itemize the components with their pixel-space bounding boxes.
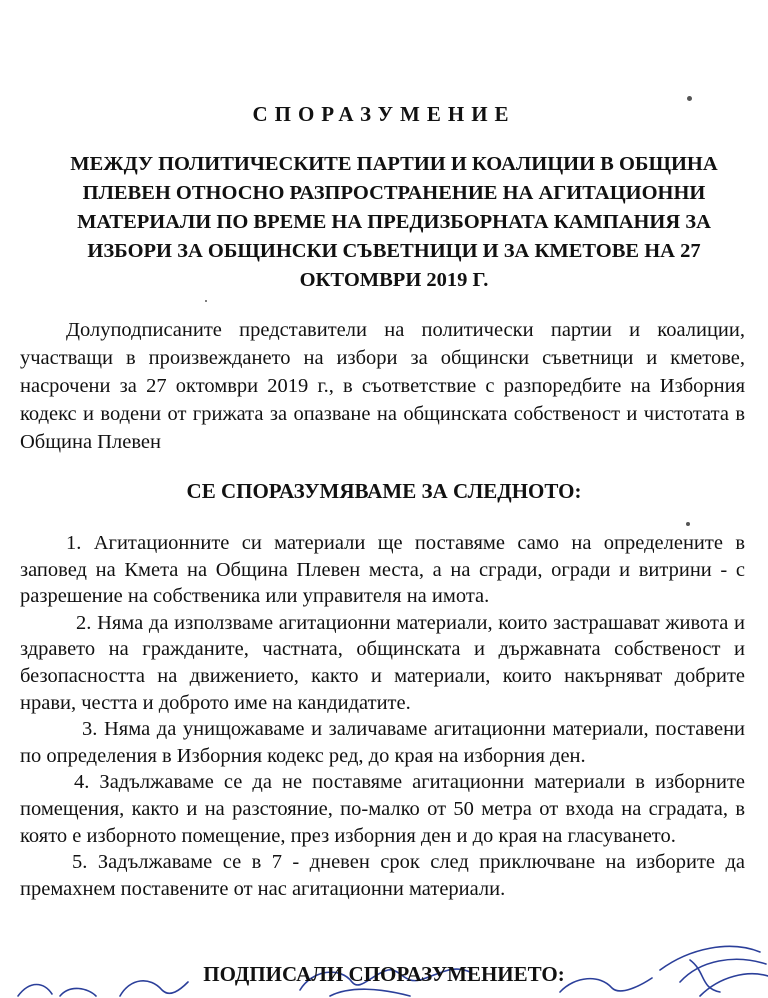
item-text: Няма да унищожаваме и заличаваме агитационни материали, поставени по определения в Изборния кодекс ред, до края на изборния ден.: [20, 718, 746, 767]
agreement-item: [20, 610, 745, 716]
agreement-item: [20, 849, 745, 902]
scan-speck: [686, 522, 690, 526]
intro-text: Долуподписаните представители на политически партии и коалиции, участващи в произвеждането на избори за общински съветници и кметове, насрочени за 27 октомври 2019 г., в съответствие с разпоредбите на Изборния кодекс и водени от грижата за опазване на общинската собственост и чистотата в Община Плевен: [20, 319, 745, 453]
item-number: 3.: [82, 718, 98, 741]
signature-stroke: [330, 989, 410, 996]
agreement-item: [20, 769, 745, 849]
scan-speck: [687, 96, 692, 101]
item-text: Задължаваме се да не поставяме агитационни материали в изборните помещения, както и на разстояние, по-малко от 50 метра от входа на сградата, в която е изборното помещение, през изборния ден и до края на гласуването.: [20, 771, 746, 847]
intro-paragraph: [20, 316, 745, 456]
item-number: 2.: [76, 611, 92, 634]
item-number: 4.: [74, 771, 90, 794]
document-subtitle: МЕЖДУ ПОЛИТИЧЕСКИТЕ ПАРТИИ И КОАЛИЦИИ В ОБЩИНА ПЛЕВЕН ОТНОСНО РАЗПРОСТРАНЕНИЕ НА АГИТАЦИОННИ МАТЕРИАЛИ ПО ВРЕМЕ НА ПРЕДИЗБОРНАТА КАМПАНИЯ ЗА ИЗБОРИ ЗА ОБЩИНСКИ СЪВЕТНИЦИ И ЗА КМЕТОВЕ НА 27 ОКТОМВРИ 2019 Г.: [70, 153, 718, 291]
agreement-item: [20, 530, 745, 610]
item-number: 1.: [66, 532, 82, 554]
document-title: СПОРАЗУМЕНИЕ: [252, 102, 516, 126]
signed-heading: ПОДПИСАЛИ СПОРАЗУМЕНИЕТО:: [203, 962, 565, 986]
agreement-heading: СЕ СПОРАЗУМЯВАМЕ ЗА СЛЕДНОТО:: [186, 479, 582, 503]
item-text: Задължаваме се в 7 - дневен срок след приключване на изборите да премахнем поставените от нас агитационни материали.: [20, 851, 745, 900]
agreement-items: [20, 530, 745, 902]
item-number: 5.: [72, 851, 88, 874]
agreement-item: [20, 716, 745, 769]
item-text: Агитационните си материали ще поставяме само на определените в заповед на Кмета на Община Плевен места, а на сгради, огради и витрини - с разрешение на собственика или управителя на имота.: [20, 532, 745, 608]
item-text: Няма да използваме агитационни материали, които застрашават живота и здравето на гражданите, частната, общинската и държавната собственост и безопасността на движението, както и материали, които накърняват добрите нрави, честта и доброто име на кандидатите.: [20, 611, 745, 714]
scan-speck: [205, 300, 207, 302]
